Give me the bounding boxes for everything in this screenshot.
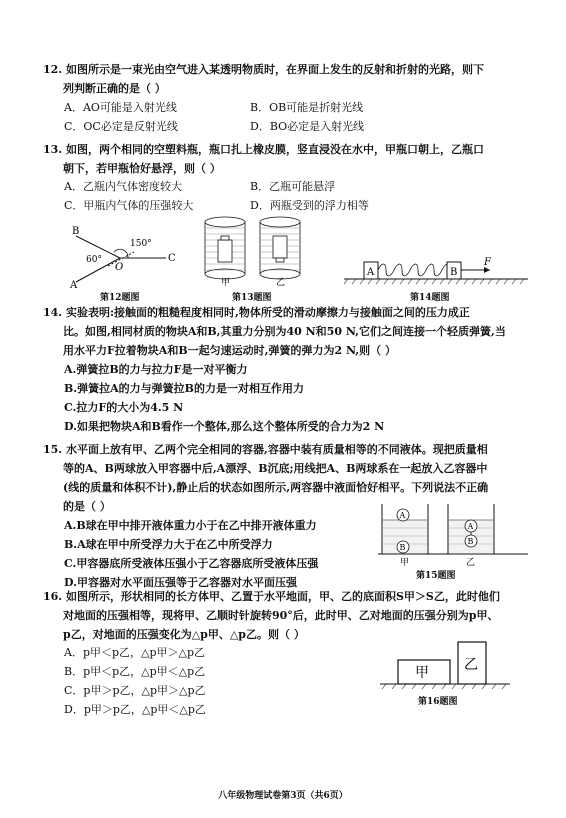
stem-line: p乙，对地面的压强变化为△p甲、△p乙。则（ ） xyxy=(63,628,305,641)
question-number: 15. xyxy=(43,443,63,456)
container-jia xyxy=(205,217,245,279)
option-d: D．BO必定是入射光线 xyxy=(250,120,365,133)
stem-line: 对地面的压强相等，现将甲、乙顺时针旋转90°后，此时甲、乙对地面的压强分别为p甲、 xyxy=(63,609,499,622)
question-13-stem xyxy=(43,140,524,178)
figure-13 xyxy=(200,212,310,286)
option-c: C.拉力F的大小为4.5 N xyxy=(64,401,184,414)
label-f: F xyxy=(484,257,491,268)
option-a: A.B球在甲中排开液体重力小于在乙中排开液体重力 xyxy=(64,519,317,532)
label-a: A xyxy=(367,267,375,278)
question-12-stem xyxy=(43,60,524,98)
question-number: 13. xyxy=(43,143,63,156)
option-b: B．p甲＜p乙，△p甲＜△p乙 xyxy=(64,665,206,678)
label-jia: 甲 xyxy=(221,278,231,286)
figure-16-caption: 第16题图 xyxy=(418,697,458,707)
ball-b: B xyxy=(399,543,406,552)
option-b: B.弹簧拉A的力与弹簧拉B的力是一对相互作用力 xyxy=(64,382,304,395)
option-d: D．p甲＞p乙，△p甲＜△p乙 xyxy=(64,703,206,716)
figure-15 xyxy=(378,498,528,568)
label-b: B xyxy=(72,226,80,237)
option-a: A．乙瓶内气体密度较大 xyxy=(64,180,182,193)
stem-line: 朝下，若甲瓶恰好悬浮，则（ ） xyxy=(63,162,221,175)
page-footer: 八年级物理试卷第3页（共6页） xyxy=(218,791,348,801)
figure-16 xyxy=(380,638,510,690)
label-jia: 甲 xyxy=(415,665,429,681)
option-d: D.如果把物块A和B看作一个整体,那么这个整体所受的合力为2 N xyxy=(64,420,385,433)
question-number: 12. xyxy=(43,63,63,76)
question-16-stem xyxy=(43,587,524,644)
option-a: A.弹簧拉B的力与拉力F是一对平衡力 xyxy=(64,363,248,376)
figure-12-caption: 第12题图 xyxy=(100,293,140,303)
container-yi xyxy=(260,217,300,279)
ball-a: A xyxy=(467,522,474,531)
label-jia: 甲 xyxy=(400,558,410,568)
option-c: C．OC必定是反射光线 xyxy=(64,120,178,133)
option-b: B．乙瓶可能悬浮 xyxy=(250,180,336,193)
question-number: 14. xyxy=(43,306,63,319)
option-a: A．p甲＜p乙，△p甲＞△p乙 xyxy=(64,646,206,659)
stem-line: 用水平力F拉着物块A和B一起匀速运动时,弹簧的弹力为2 N,则（ ） xyxy=(63,344,396,357)
option-d: D.甲容器对水平面压强等于乙容器对水平面压强 xyxy=(64,576,297,589)
option-c: C．甲瓶内气体的压强较大 xyxy=(64,199,194,212)
stem-line: 比。如图,相同材质的物块A和B,其重力分别为40 N和50 N,它们之间连接一个轻质弹簧,当 xyxy=(63,325,506,338)
figure-13-caption: 第13题图 xyxy=(232,293,272,303)
label-o: O xyxy=(115,262,124,273)
stem-line: (线的质量和体积不计),静止后的状态如图所示,两容器中液面恰好相平。下列说法不正确 xyxy=(63,481,489,494)
container-yi xyxy=(448,504,494,554)
label-b: B xyxy=(450,267,458,278)
figure-14 xyxy=(344,252,528,286)
option-a: A．AO可能是入射光线 xyxy=(64,101,177,114)
label-yi: 乙 xyxy=(276,278,286,286)
figure-12 xyxy=(68,220,188,290)
ball-b: B xyxy=(467,537,474,546)
stem-line: 列判断正确的是（ ） xyxy=(63,82,166,95)
angle-150: 150° xyxy=(130,239,152,249)
ball-a: A xyxy=(399,511,406,520)
stem-line: 实验表明:接触面的粗糙程度相同时,物体所受的滑动摩擦力与接触面之间的压力成正 xyxy=(65,306,470,319)
option-c: C.甲容器底所受液体压强小于乙容器底所受液体压强 xyxy=(64,557,319,570)
question-number: 16. xyxy=(43,590,63,603)
container-jia xyxy=(382,504,428,554)
stem-line: 如图所示是一束光由空气进入某透明物质时，在界面上发生的反射和折射的光路，则下 xyxy=(65,63,484,76)
question-14-stem xyxy=(43,303,524,360)
label-yi: 乙 xyxy=(466,558,476,568)
label-c: C xyxy=(168,253,176,264)
label-a: A xyxy=(70,280,78,290)
option-d: D．两瓶受到的浮力相等 xyxy=(250,199,369,212)
stem-line: 如图，两个相同的空塑料瓶，瓶口扎上橡皮膜，竖直浸没在水中，甲瓶口朝上，乙瓶口 xyxy=(65,143,484,156)
spring xyxy=(378,264,458,276)
angle-60: 60° xyxy=(86,255,102,265)
stem-line: 的是（ ） xyxy=(63,500,111,513)
figure-14-caption: 第14题图 xyxy=(410,293,450,303)
option-c: C．p甲＞p乙，△p甲＞△p乙 xyxy=(64,684,206,697)
figure-15-caption: 第15题图 xyxy=(416,571,456,581)
stem-line: 水平面上放有甲、乙两个完全相同的容器,容器中装有质量相等的不同液体。现把质量相 xyxy=(65,443,488,456)
stem-line: 等的A、B两球放入甲容器中后,A漂浮、B沉底;用线把A、B两球系在一起放入乙容器中 xyxy=(63,462,488,475)
stem-line: 如图所示，形状相同的长方体甲、乙置于水平地面，甲、乙的底面积S甲＞S乙，此时他们 xyxy=(65,590,500,603)
label-yi: 乙 xyxy=(464,657,478,673)
option-b: B．OB可能是折射光线 xyxy=(250,101,364,114)
option-b: B.A球在甲中所受浮力大于在乙中所受浮力 xyxy=(64,538,273,551)
